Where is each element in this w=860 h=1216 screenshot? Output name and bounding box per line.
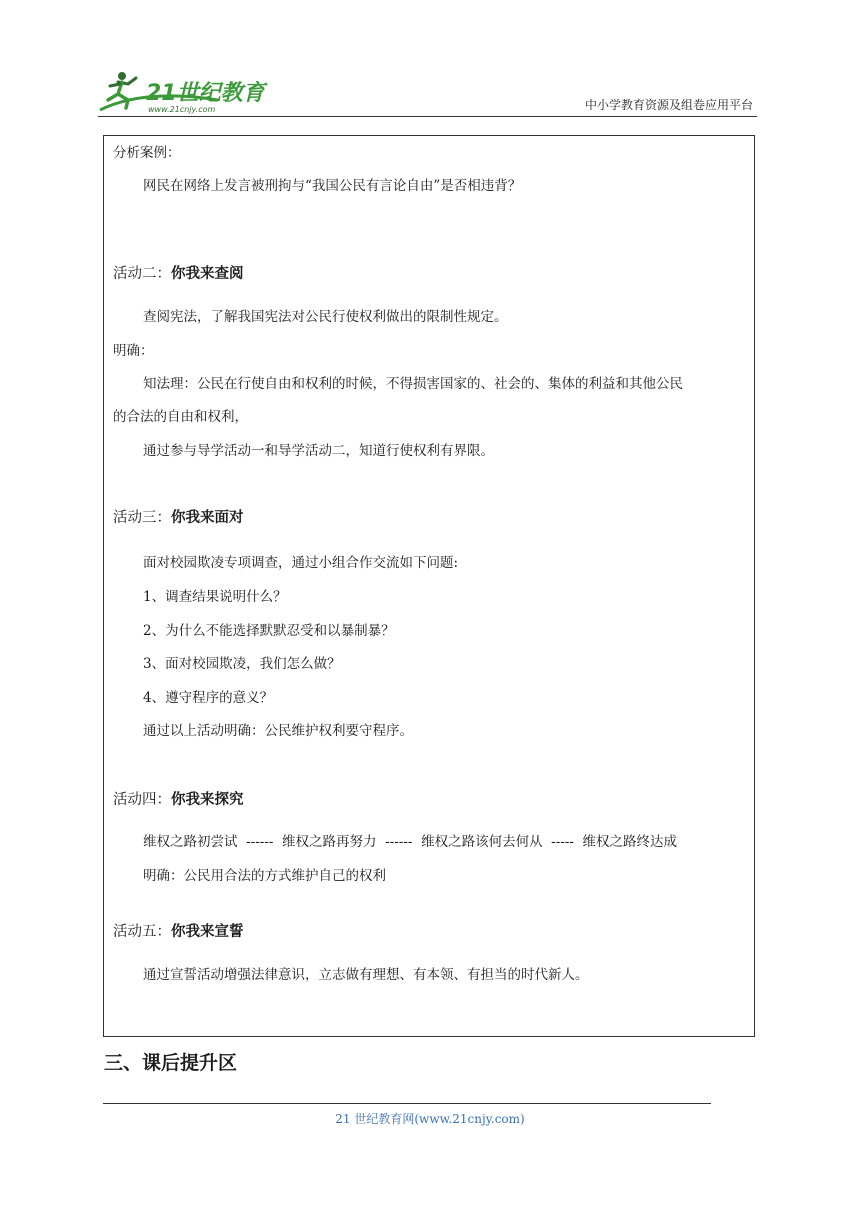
section-title: 三、课后提升区 [104,1052,238,1074]
activity-5-title: 你我来宣誓 [171,924,244,940]
activity-3-intro: 面对校园欺凌专项调查，通过小组合作交流如下问题: [143,555,459,571]
runner-logo-icon [98,70,268,116]
activity-2-text: 查阅宪法，了解我国宪法对公民行使权利做出的限制性规定。 [143,309,508,325]
case-question: 网民在网络上发言被刑拘与“我国公民有言论自由”是否相违背？ [143,178,522,194]
case-label: 分析案例： [113,145,181,161]
activity-5-heading [113,922,244,942]
activity-4-prefix: 活动四： [113,792,171,808]
footer-link[interactable]: 21 世纪教育网(www.21cnjy.com) [335,1112,525,1126]
activity-3-question-3: 3、面对校园欺凌，我们怎么做？ [143,656,341,672]
activity-4-title: 你我来探究 [171,792,244,808]
activity-3-summary: 通过以上活动明确：公民维护权利要守程序。 [143,723,413,739]
header-platform-text: 中小学教育资源及组卷应用平台 [584,98,753,112]
svg-text:21世纪教育: 21世纪教育 [146,81,265,106]
site-logo [98,70,268,116]
clarify-label: 明确： [113,343,154,359]
activity-2-prefix: 活动二： [113,266,171,282]
activity-4-clarify: 明确：公民用合法的方式维护自己的权利 [143,868,386,884]
activity-5-prefix: 活动五： [113,924,171,940]
activity-2-heading [113,264,244,284]
activity-4-heading [113,790,244,810]
activity-2-law-line-2: 的合法的自由和权利， [113,409,248,425]
activity-3-question-2: 2、为什么不能选择默默忍受和以暴制暴？ [143,623,395,639]
activity-3-question-4: 4、遵守程序的意义？ [143,690,274,706]
activity-4-path: 维权之路初尝试 ------ 维权之路再努力 ------ 维权之路该何去何从 ----- 维权之路终达成 [143,834,678,850]
activity-3-heading [113,508,244,528]
activity-2-title: 你我来查阅 [171,266,244,282]
activity-2-law-line-1: 知法理：公民在行使自由和权利的时候，不得损害国家的、社会的、集体的利益和其他公民 [143,376,683,392]
footer-divider [103,1103,711,1104]
header-divider [98,116,757,117]
activity-3-title: 你我来面对 [171,510,244,526]
activity-5-text: 通过宣誓活动增强法律意识，立志做有理想、有本领、有担当的时代新人。 [143,967,589,983]
svg-text:www.21cnjy.com: www.21cnjy.com [148,105,216,114]
activity-2-summary: 通过参与导学活动一和导学活动二，知道行使权利有界限。 [143,443,494,459]
activity-3-prefix: 活动三： [113,510,171,526]
activity-3-question-1: 1、调查结果说明什么？ [143,589,287,605]
